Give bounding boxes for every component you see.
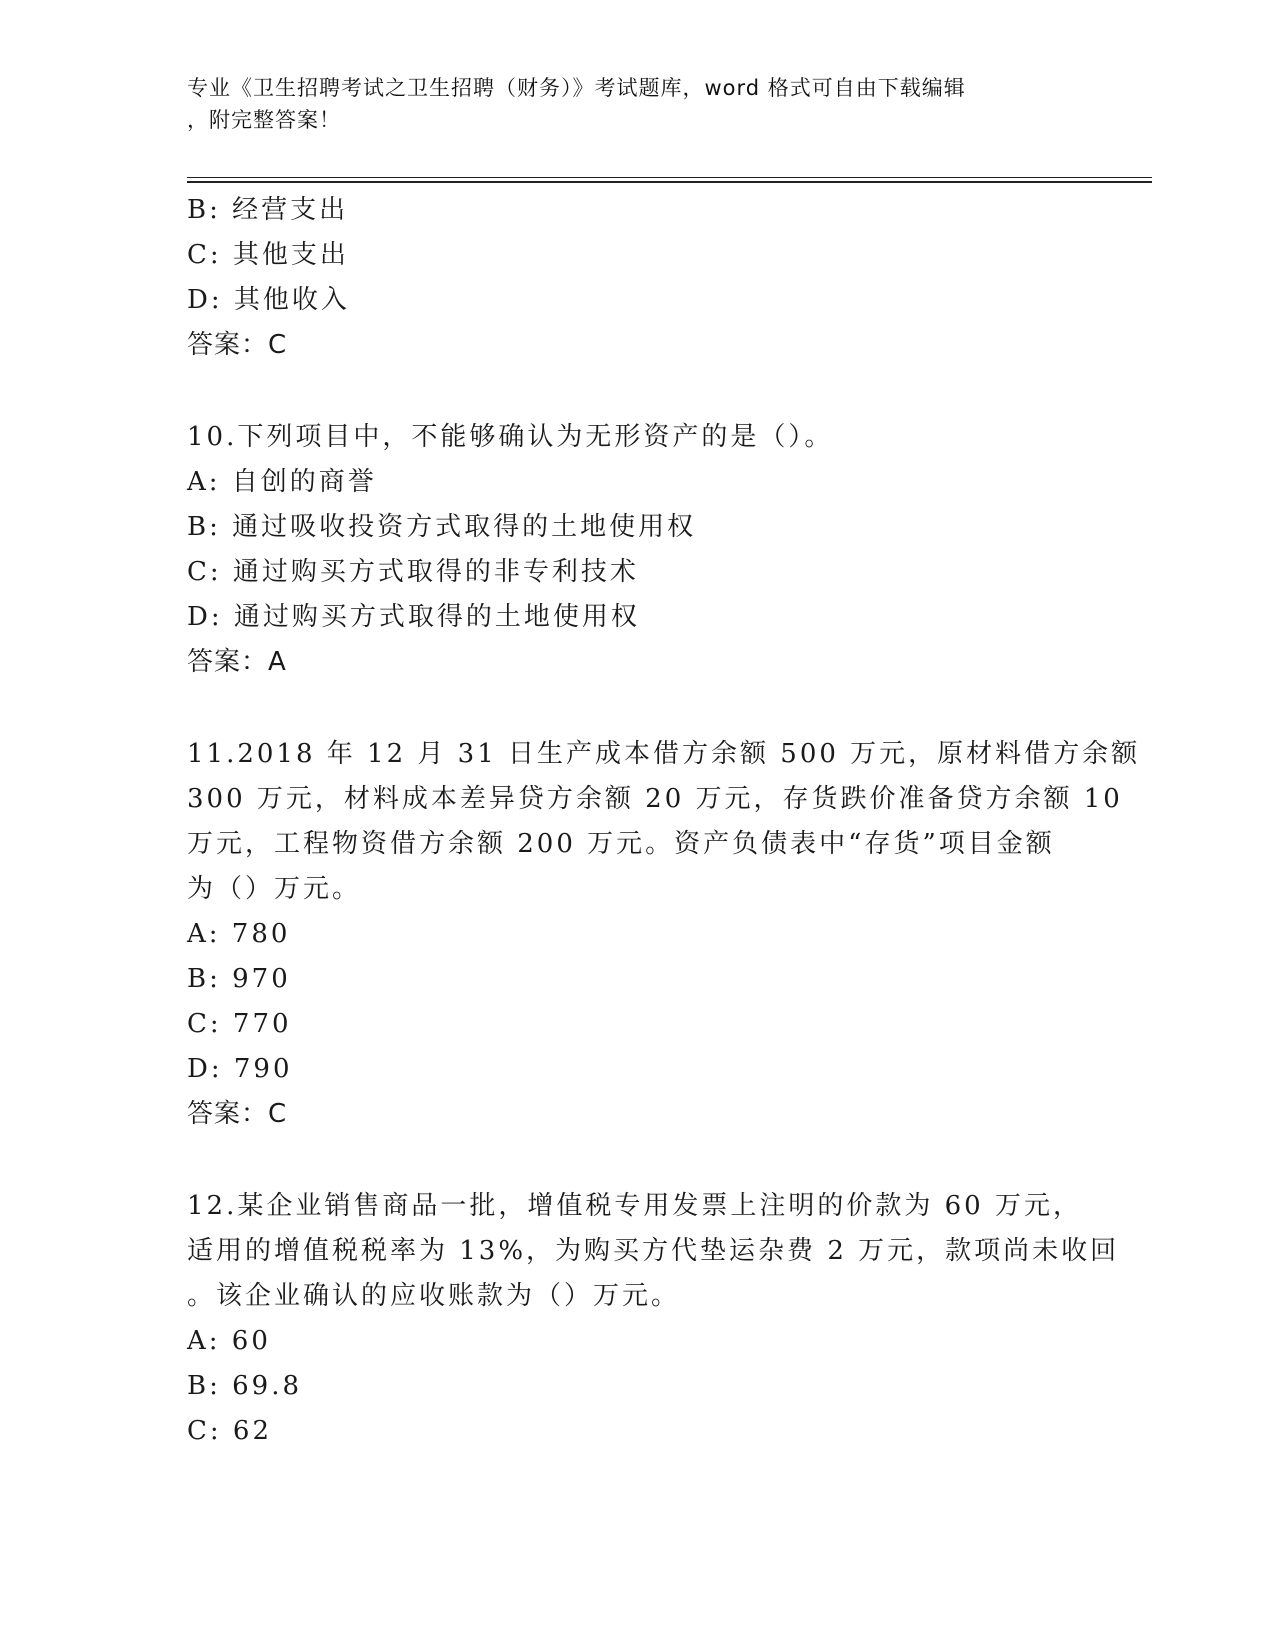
question-stem: 10.下列项目中，不能够确认为无形资产的是（）。 bbox=[187, 422, 834, 452]
question-stem-line: 300 万元，材料成本差异贷方余额 20 万元，存货跌价准备贷方余额 10 bbox=[187, 784, 1123, 814]
answer-line: 答案：C bbox=[187, 1099, 288, 1129]
question-12 bbox=[187, 1184, 1120, 1454]
answer-line: 答案：A bbox=[187, 647, 287, 677]
option-b: B: 经营支出 bbox=[187, 195, 349, 225]
spacer bbox=[187, 685, 1087, 732]
option-a: A: 60 bbox=[187, 1326, 271, 1356]
option-c: C: 通过购买方式取得的非专利技术 bbox=[187, 557, 639, 587]
question-9-tail bbox=[187, 188, 1087, 368]
question-11 bbox=[187, 732, 1141, 1137]
option-a: A: 自创的商誉 bbox=[187, 467, 377, 497]
question-stem-line: 12.某企业销售商品一批，增值税专用发票上注明的价款为 60 万元， bbox=[187, 1191, 1082, 1221]
question-stem-line: 适用的增值税税率为 13%，为购买方代垫运杂费 2 万元，款项尚未收回 bbox=[187, 1236, 1120, 1266]
option-c: C: 770 bbox=[187, 1009, 292, 1039]
header-title-line-2: ，附完整答案！ bbox=[187, 108, 341, 132]
question-list bbox=[187, 188, 1141, 1454]
option-a: A: 780 bbox=[187, 919, 291, 949]
question-stem-line: 11.2018 年 12 月 31 日生产成本借方余额 500 万元，原材料借方余额 bbox=[187, 739, 1141, 769]
spacer bbox=[187, 1137, 1087, 1184]
option-c: C: 其他支出 bbox=[187, 240, 349, 270]
option-d: D: 790 bbox=[187, 1054, 293, 1084]
option-b: B: 通过吸收投资方式取得的土地使用权 bbox=[187, 512, 697, 542]
document-header bbox=[187, 72, 1087, 136]
question-stem-line: 。该企业确认的应收账款为（）万元。 bbox=[187, 1281, 681, 1311]
option-c: C: 62 bbox=[187, 1416, 273, 1446]
spacer bbox=[187, 368, 1087, 415]
option-b: B: 69.8 bbox=[187, 1371, 303, 1401]
header-rule-thick bbox=[187, 181, 1152, 183]
header-title-line-1: 专业《卫生招聘考试之卫生招聘（财务）》考试题库，word 格式可自由下载编辑 bbox=[187, 76, 966, 100]
option-d: D: 通过购买方式取得的土地使用权 bbox=[187, 602, 640, 632]
question-stem-line: 万元，工程物资借方余额 200 万元。资产负债表中“存货”项目金额 bbox=[187, 829, 1055, 859]
answer-line: 答案：C bbox=[187, 330, 288, 360]
question-10 bbox=[187, 415, 1087, 685]
option-d: D: 其他收入 bbox=[187, 285, 350, 315]
question-stem-line: 为（）万元。 bbox=[187, 874, 362, 904]
header-rule-thin bbox=[187, 177, 1152, 178]
option-b: B: 970 bbox=[187, 964, 291, 994]
